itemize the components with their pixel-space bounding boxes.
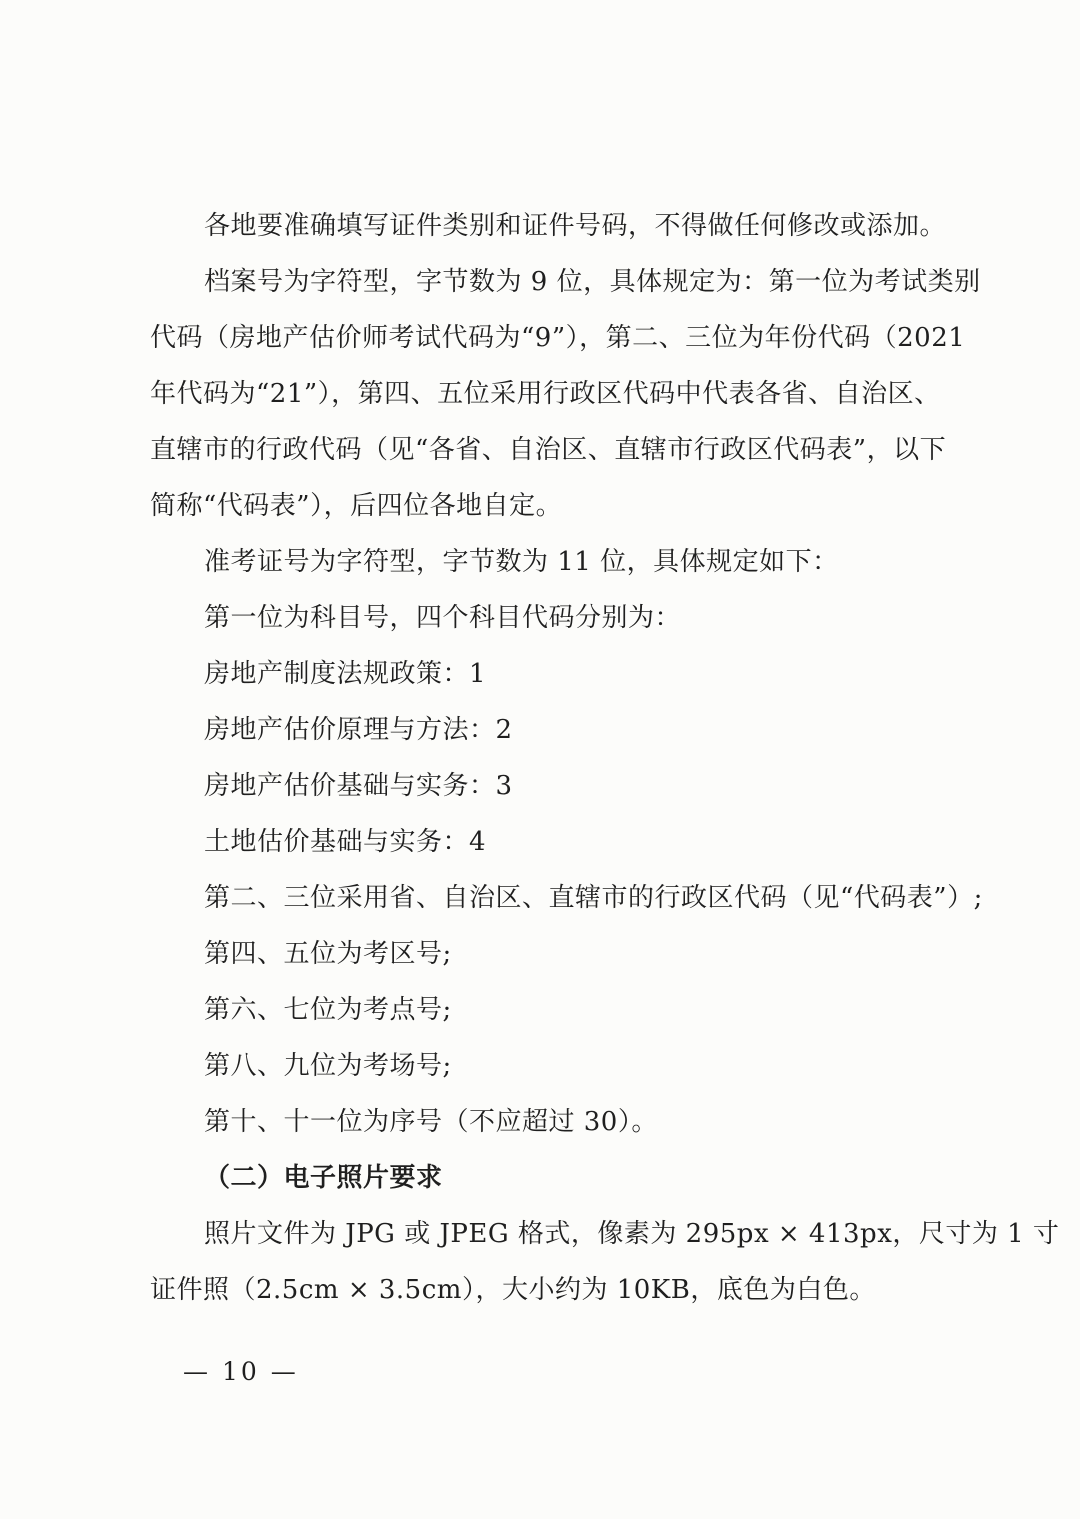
text-line: （二）电子照片要求 [204, 1163, 443, 1193]
text-line: 准考证号为字符型，字节数为 11 位，具体规定如下： [204, 547, 839, 577]
text-line: 照片文件为 JPG 或 JPEG 格式，像素为 295px × 413px，尺寸为 1 寸 [204, 1219, 1060, 1249]
text-line: 证件照（2.5cm × 3.5cm），大小约为 10KB，底色为白色。 [150, 1275, 876, 1305]
text-line: 房地产制度法规政策：1 [204, 659, 487, 689]
text-line: 第十、十一位为序号（不应超过 30）。 [204, 1107, 658, 1137]
text-line: 档案号为字符型，字节数为 9 位，具体规定为：第一位为考试类别 [204, 267, 981, 297]
text-line: 简称“代码表”），后四位各地自定。 [150, 491, 563, 521]
text-line: 直辖市的行政代码（见“各省、自治区、直辖市行政区代码表”，以下 [150, 435, 947, 465]
text-line: 第二、三位采用省、自治区、直辖市的行政区代码（见“代码表”）; [204, 883, 983, 913]
text-line: 房地产估价原理与方法：2 [204, 715, 513, 745]
text-line: 第四、五位为考区号; [204, 939, 452, 969]
text-line: 第一位为科目号，四个科目代码分别为： [204, 603, 682, 633]
text-line: 房地产估价基础与实务：3 [204, 771, 513, 801]
text-line: 代码（房地产估价师考试代码为“9”），第二、三位为年份代码（2021 [150, 323, 966, 353]
text-line: 年代码为“21”），第四、五位采用行政区代码中代表各省、自治区、 [150, 379, 941, 409]
document-body [150, 198, 1060, 1318]
text-line: 第八、九位为考场号; [204, 1051, 452, 1081]
text-line: 各地要准确填写证件类别和证件号码，不得做任何修改或添加。 [204, 211, 947, 241]
page-number: — 10 — [183, 1357, 299, 1386]
text-line: 土地估价基础与实务：4 [204, 827, 487, 857]
text-line: 第六、七位为考点号; [204, 995, 452, 1025]
